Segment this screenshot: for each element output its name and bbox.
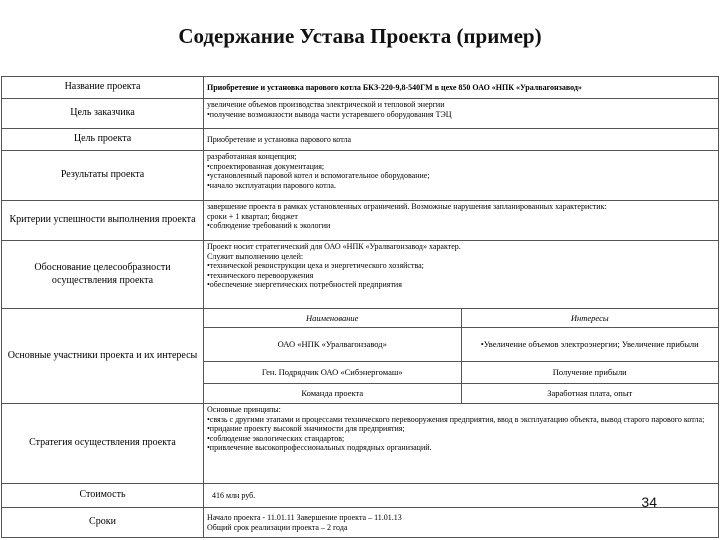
slide-title: Содержание Устава Проекта (пример) [178,23,542,48]
page-number: 34 [641,494,657,510]
table-row [2,151,719,201]
table-row [204,361,718,383]
row-label-goal: Цель заказчика [2,99,204,129]
participant-interest: •Увеличение объемов электроэнергии; Увеличение прибыли [461,327,718,361]
row-label-name: Название проекта [2,77,204,99]
row-value-goal [204,99,719,129]
row-label-timeline: Сроки [2,508,204,538]
row-label-participants: Основные участники проекта и их интересы [2,309,204,404]
criteria-line: •соблюдение требований к экологии [207,221,331,231]
row-value-name: Приобретение и установка парового котла БКЗ-220-9,8-540ГМ в цехе 850 ОАО «НПК «Уралвагонзавод» [204,77,719,99]
charter-table [1,76,719,538]
row-value-timeline [204,508,719,538]
row-label-project-goal: Цель проекта [2,129,204,151]
strategy-line: Основные принципы: [207,405,281,414]
participant-name: Ген. Подрядчик ОАО «Сибэнергомаш» [204,361,461,383]
results-line: •начало эксплуатации парового котла. [207,180,336,190]
goal-line: •получение возможности вывода части устаревшего оборудования ТЭЦ [207,109,452,119]
rationale-line: Служит выполнению целей: [207,251,304,261]
strategy-line: •привлечение высокопрофессиональных подрядных организаций. [207,443,432,453]
strategy-line: •придание проекту высокой значимости для предприятия; [207,424,405,434]
participants-cell [204,309,719,404]
participants-table [204,309,718,403]
row-label-strategy: Стратегия осуществления проекта [2,404,204,484]
participant-name: ОАО «НПК «Уралвагонзавод» [204,327,461,361]
criteria-line: сроки + 1 квартал; бюджет [207,211,298,221]
criteria-line: завершение проекта в рамках установленных ограничений. Возможные нарушения запланированных характеристик: [207,202,607,211]
rationale-line: Проект носит стратегический для ОАО «НПК «Уралвагонзавод» характер. [207,242,461,251]
row-value-project-goal: Приобретение и установка парового котла [204,129,719,151]
timeline-line: Начало проекта - 11.01.11 Завершение проекта – 11.01.13 [207,512,402,522]
table-row [2,99,719,129]
results-line: •установленный паровой котел и вспомогательное оборудование; [207,171,430,181]
participant-name: Команда проекта [204,383,461,403]
row-label-cost: Стоимость [2,484,204,508]
results-line: разработанная концепция; [207,152,297,161]
table-row [2,404,719,484]
row-label-rationale: Обоснование целесообразности осуществления проекта [2,241,204,309]
row-value-strategy [204,404,719,484]
participant-interest: Получение прибыли [461,361,718,383]
row-label-criteria: Критерии успешности выполнения проекта [2,201,204,241]
timeline-line: Общий срок реализации проекта – 2 года [207,522,348,532]
table-row [204,383,718,403]
participant-interest: Заработная плата, опыт [461,383,718,403]
table-row [2,201,719,241]
table-row [2,508,719,538]
table-row [2,77,719,99]
strategy-line: •связь с другими этапами и процессами технического перевооружения предприятия, ввод в эксплуатацию объекта, вывод старого парового котла; [207,414,705,424]
rationale-line: •обеспечение энергетических потребностей предприятия [207,280,402,290]
table-row [204,309,718,327]
goal-line: увеличение объемов производства электрической и тепловой энергии [207,100,445,109]
row-label-results: Результаты проекта [2,151,204,201]
row-value-results [204,151,719,201]
table-row [2,129,719,151]
table-row [2,309,719,404]
rationale-line: •технического перевооружения [207,270,314,280]
row-value-criteria [204,201,719,241]
table-row [204,327,718,361]
rationale-line: •технической реконструкции цеха и энергетического хозяйства; [207,261,424,271]
table-row [2,484,719,508]
row-value-rationale [204,241,719,309]
strategy-line: •соблюдение экологических стандартов; [207,433,345,443]
row-value-cost: 416 млн руб. [204,484,719,508]
participants-header-interests: Интересы [461,309,718,327]
table-row [2,241,719,309]
participants-header-name: Наименование [204,309,461,327]
results-line: •спроектированная документация; [207,161,325,171]
